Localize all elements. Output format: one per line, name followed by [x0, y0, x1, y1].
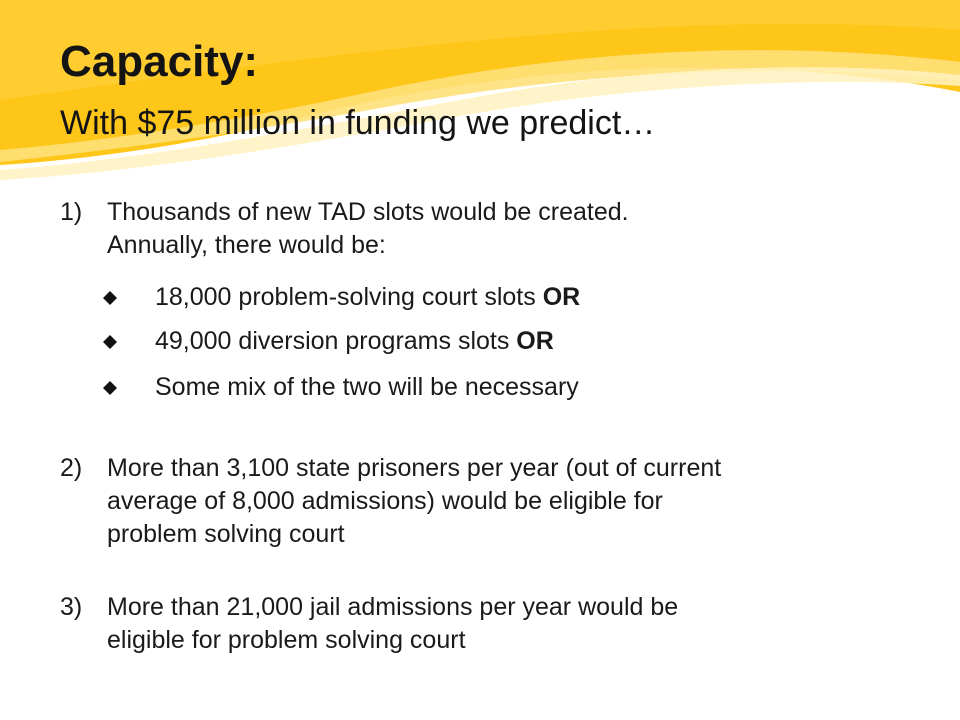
numbered-item-1: [60, 196, 920, 262]
item-line: eligible for problem solving court: [107, 626, 466, 654]
diamond-bullet-icon: [103, 335, 117, 349]
item-line: More than 3,100 state prisoners per year (out of current: [107, 454, 722, 482]
bullet-text: 49,000 diversion programs slots: [155, 327, 517, 355]
bullet-text: 18,000 problem-solving court slots: [155, 283, 543, 311]
item-line: average of 8,000 admissions) would be eligible for: [107, 487, 663, 515]
item-line: Thousands of new TAD slots would be created.: [107, 198, 629, 226]
bullet-text: Some mix of the two will be necessary: [155, 373, 579, 401]
bullet-emphasis: OR: [542, 283, 581, 311]
numbered-item-2: [60, 452, 920, 551]
slide-title: Capacity:: [60, 37, 259, 86]
diamond-bullet-icon: [103, 381, 117, 395]
item-number: 2): [60, 454, 83, 482]
bullet-item: [103, 371, 579, 404]
item-number: 1): [60, 198, 83, 226]
bullet-item: [103, 281, 580, 314]
bullet-item: [103, 325, 554, 358]
bullet-emphasis: OR: [516, 327, 554, 355]
item-line: Annually, there would be:: [107, 231, 386, 259]
item-line: More than 21,000 jail admissions per year would be: [107, 593, 679, 621]
item-line: problem solving court: [107, 520, 345, 548]
item-number: 3): [60, 593, 83, 621]
diamond-bullet-icon: [103, 291, 117, 305]
numbered-item-3: [60, 591, 920, 657]
slide-subtitle: With $75 million in funding we predict…: [60, 104, 656, 142]
